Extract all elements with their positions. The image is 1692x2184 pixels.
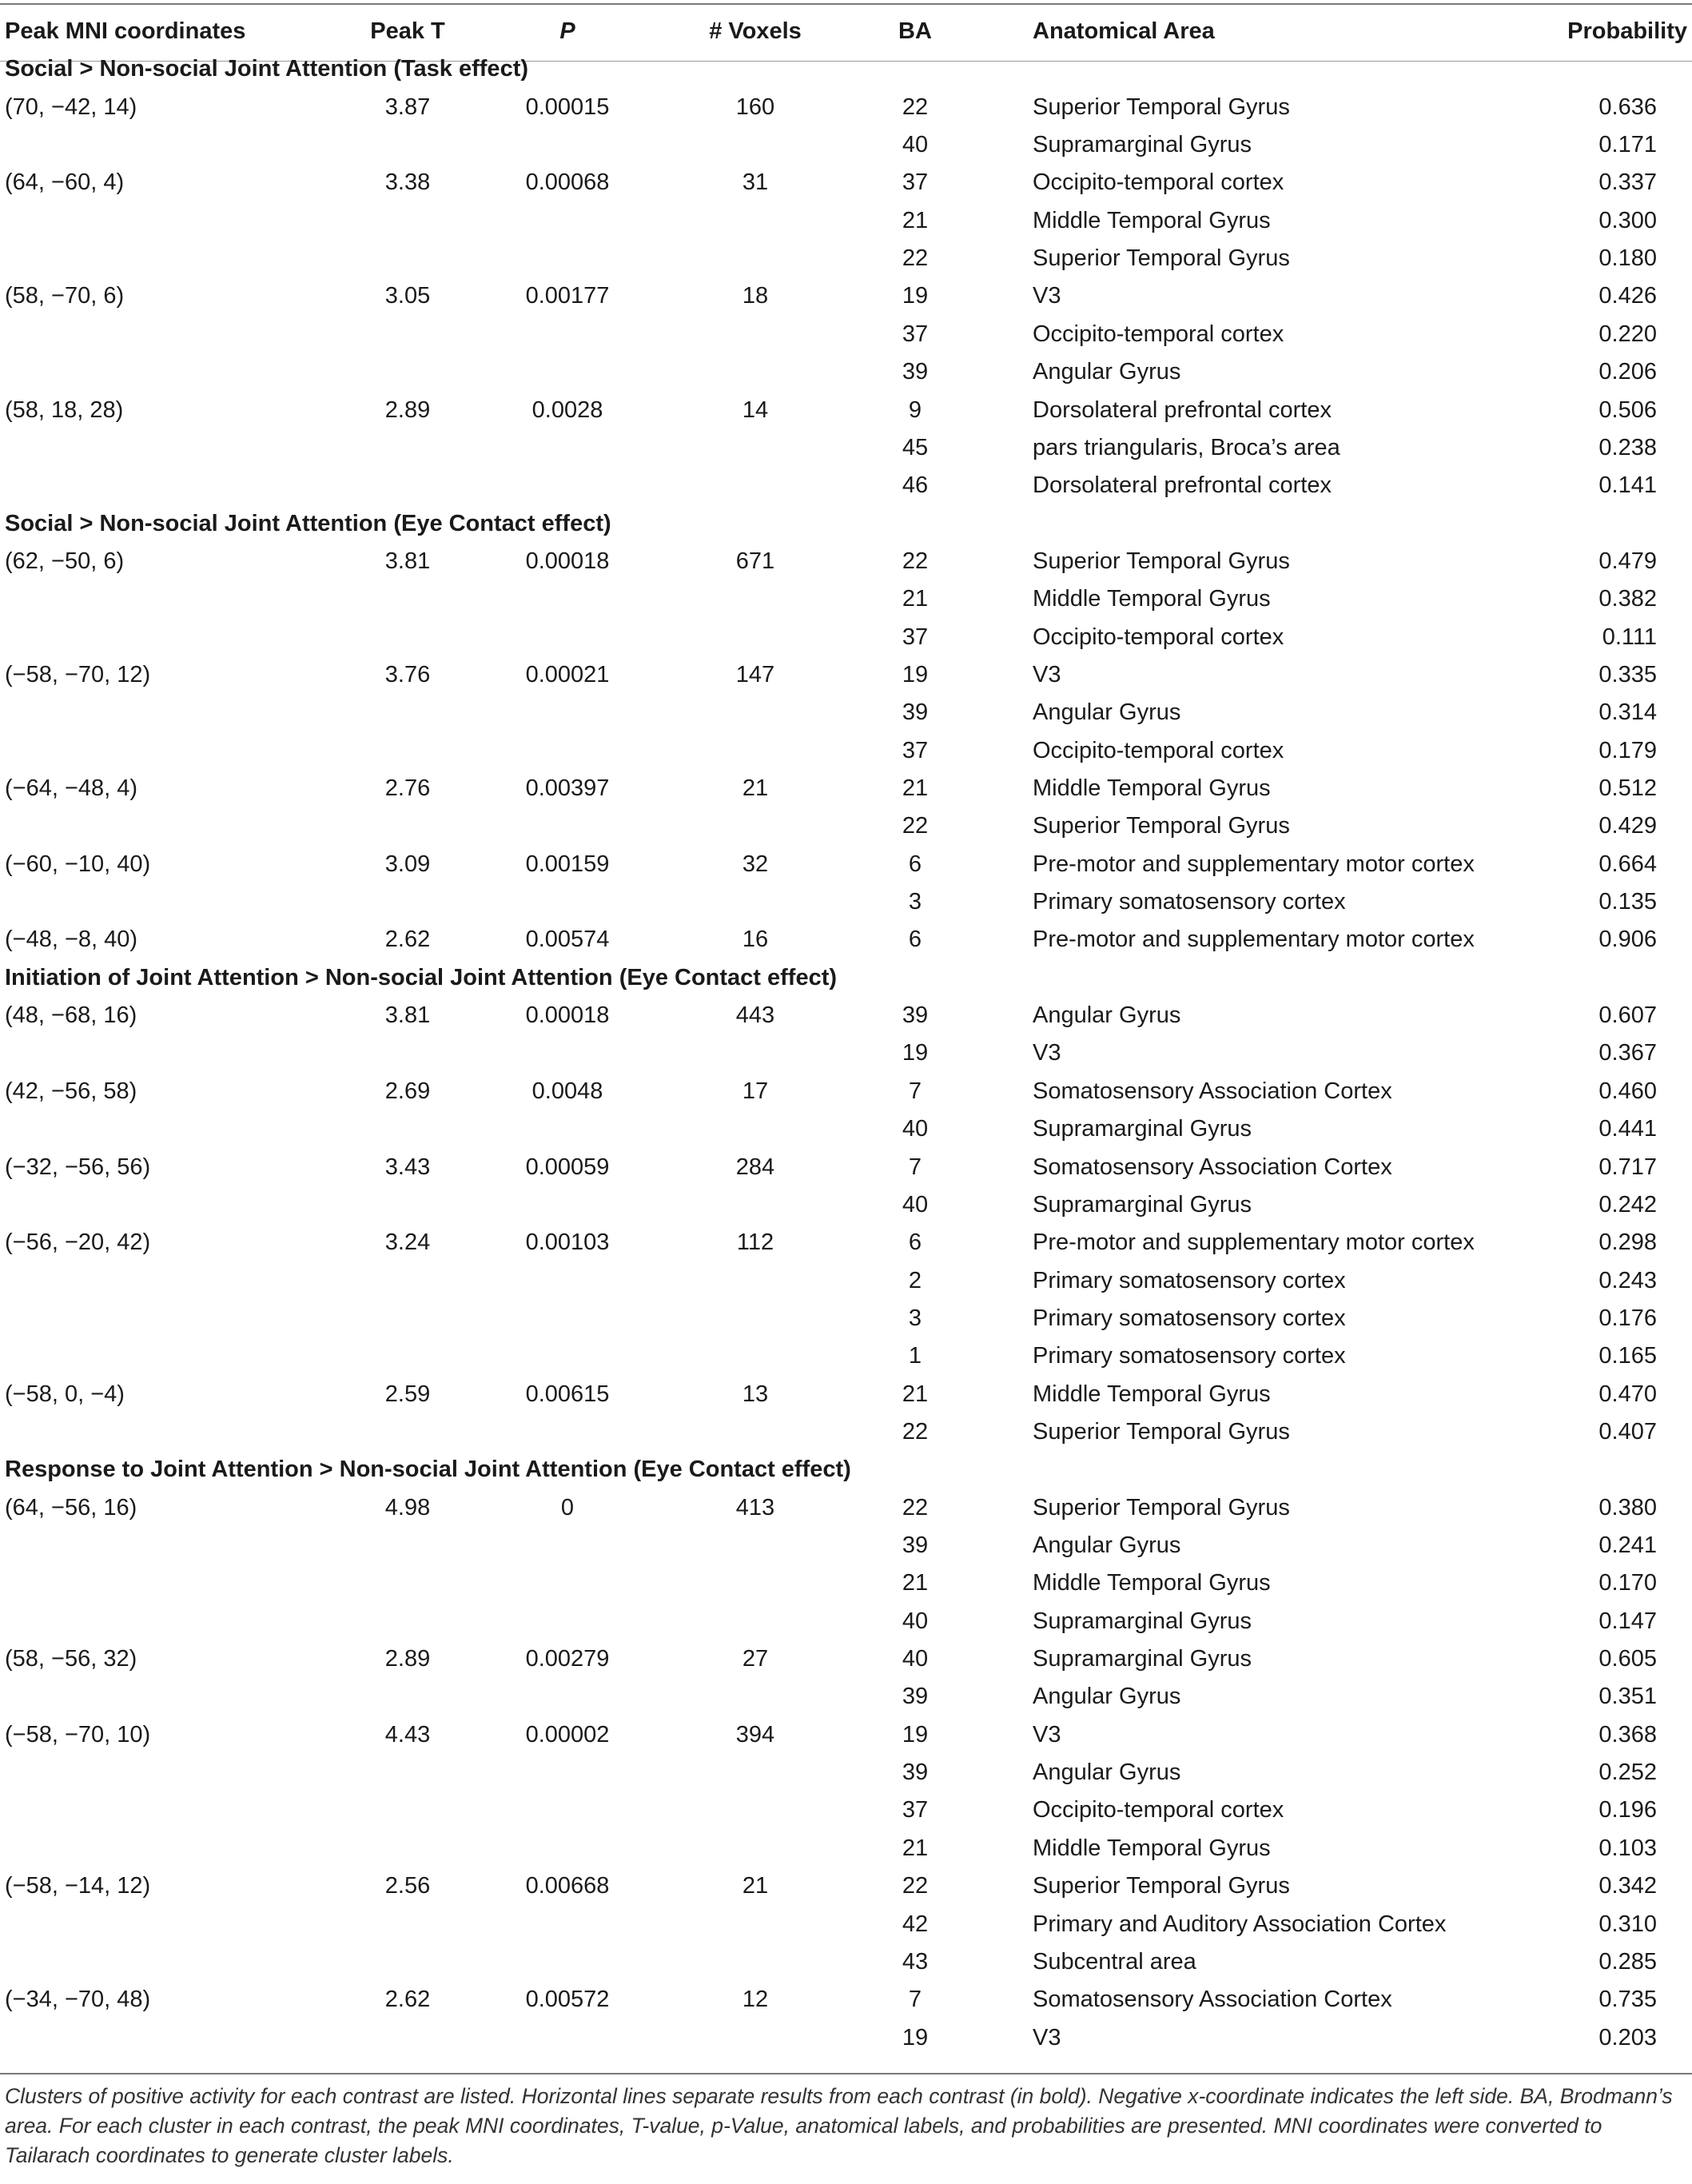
probability-cell: 0.368 xyxy=(1598,1721,1657,1748)
area-cell: Superior Temporal Gyrus xyxy=(1033,94,1290,120)
area-cell: Superior Temporal Gyrus xyxy=(1033,548,1290,574)
header-p: P xyxy=(559,18,575,44)
ba-cell: 22 xyxy=(902,1873,929,1899)
area-cell: Dorsolateral prefrontal cortex xyxy=(1033,472,1332,499)
area-cell: Pre-motor and supplementary motor cortex xyxy=(1033,927,1475,953)
area-cell: Middle Temporal Gyrus xyxy=(1033,207,1271,233)
area-cell: Occipito-temporal cortex xyxy=(1033,169,1284,196)
p-cell: 0.00018 xyxy=(525,1002,610,1029)
section-title: Social > Non-social Joint Attention (Task effect) xyxy=(5,56,529,82)
probability-cell: 0.342 xyxy=(1598,1873,1657,1899)
mni-cell: (58, −70, 6) xyxy=(5,283,125,309)
voxels-cell: 112 xyxy=(736,1229,774,1256)
area-cell: Middle Temporal Gyrus xyxy=(1033,1381,1271,1407)
table-row xyxy=(0,580,1692,618)
mni-cell: (−60, −10, 40) xyxy=(5,851,151,877)
table-row xyxy=(0,1337,1692,1375)
table-row xyxy=(0,1186,1692,1224)
mni-cell: (42, −56, 58) xyxy=(5,1078,137,1104)
area-cell: Primary and Auditory Association Cortex xyxy=(1033,1911,1447,1937)
peak-t-cell: 2.62 xyxy=(384,1987,431,2013)
ba-cell: 22 xyxy=(902,94,929,120)
voxels-cell: 394 xyxy=(735,1721,775,1748)
ba-cell: 1 xyxy=(908,1343,922,1369)
table-row xyxy=(0,1300,1692,1337)
table-row xyxy=(0,1527,1692,1564)
area-cell: Somatosensory Association Cortex xyxy=(1033,1154,1392,1180)
table-row xyxy=(0,997,1692,1034)
p-cell: 0.00018 xyxy=(525,548,610,574)
mni-cell: (−58, 0, −4) xyxy=(5,1381,125,1407)
peak-t-cell: 3.76 xyxy=(384,661,431,687)
ba-cell: 6 xyxy=(908,851,922,877)
table-row xyxy=(0,1224,1692,1261)
section-header xyxy=(0,1451,1692,1489)
area-cell: Superior Temporal Gyrus xyxy=(1033,813,1290,839)
probability-cell: 0.470 xyxy=(1598,1381,1657,1407)
mni-cell: (−58, −14, 12) xyxy=(5,1873,151,1899)
ba-cell: 21 xyxy=(902,207,929,233)
table-row xyxy=(0,277,1692,315)
peak-t-cell: 2.89 xyxy=(384,397,431,423)
table-row xyxy=(0,1716,1692,1754)
header-mni: Peak MNI coordinates xyxy=(5,18,246,44)
ba-cell: 40 xyxy=(902,1116,929,1142)
table-row xyxy=(0,1678,1692,1716)
voxels-cell: 32 xyxy=(742,851,769,877)
mni-cell: (48, −68, 16) xyxy=(5,1002,137,1029)
ba-cell: 40 xyxy=(902,1646,929,1672)
probability-cell: 0.165 xyxy=(1598,1343,1657,1369)
section-title: Initiation of Joint Attention > Non-social Joint Attention (Eye Contact effect) xyxy=(5,964,838,990)
ba-cell: 22 xyxy=(902,813,929,839)
peak-t-cell: 3.81 xyxy=(384,548,431,574)
table-row xyxy=(0,1073,1692,1110)
voxels-cell: 413 xyxy=(735,1494,775,1520)
mni-cell: (−48, −8, 40) xyxy=(5,927,138,953)
ba-cell: 19 xyxy=(902,661,929,687)
area-cell: Occipito-temporal cortex xyxy=(1033,1797,1284,1823)
area-cell: Somatosensory Association Cortex xyxy=(1033,1987,1392,2013)
table-row xyxy=(0,883,1692,921)
mni-cell: (−58, −70, 12) xyxy=(5,661,151,687)
ba-cell: 39 xyxy=(902,699,929,726)
peak-t-cell: 3.09 xyxy=(384,851,431,877)
p-cell: 0.00103 xyxy=(525,1229,610,1256)
probability-cell: 0.135 xyxy=(1598,889,1657,915)
probability-cell: 0.220 xyxy=(1598,321,1657,347)
probability-cell: 0.506 xyxy=(1598,397,1657,423)
probability-cell: 0.300 xyxy=(1598,207,1657,233)
table-row xyxy=(0,1262,1692,1300)
ba-cell: 22 xyxy=(902,1418,929,1445)
header-voxels: # Voxels xyxy=(709,18,802,44)
ba-cell: 39 xyxy=(902,1532,929,1558)
table-row xyxy=(0,1830,1692,1867)
table-header-row xyxy=(0,13,1692,50)
probability-cell: 0.906 xyxy=(1598,927,1657,953)
table-row xyxy=(0,202,1692,240)
table-row xyxy=(0,543,1692,580)
table-row xyxy=(0,1981,1692,2019)
ba-cell: 22 xyxy=(902,1494,929,1520)
probability-cell: 0.441 xyxy=(1598,1116,1657,1142)
area-cell: Supramarginal Gyrus xyxy=(1033,1646,1252,1672)
probability-cell: 0.380 xyxy=(1598,1494,1657,1520)
peak-t-cell: 4.98 xyxy=(384,1494,431,1520)
probability-cell: 0.407 xyxy=(1598,1418,1657,1445)
probability-cell: 0.252 xyxy=(1598,1760,1657,1786)
area-cell: Superior Temporal Gyrus xyxy=(1033,245,1290,272)
mni-cell: (70, −42, 14) xyxy=(5,94,137,120)
area-cell: Angular Gyrus xyxy=(1033,1760,1181,1786)
p-cell: 0.00574 xyxy=(525,927,610,953)
voxels-cell: 284 xyxy=(735,1154,775,1180)
ba-cell: 42 xyxy=(902,1911,929,1937)
p-cell: 0 xyxy=(560,1494,575,1520)
probability-cell: 0.512 xyxy=(1598,775,1657,801)
mni-cell: (−64, −48, 4) xyxy=(5,775,138,801)
probability-cell: 0.285 xyxy=(1598,1948,1657,1975)
peak-t-cell: 3.38 xyxy=(384,169,431,196)
ba-cell: 37 xyxy=(902,321,929,347)
ba-cell: 37 xyxy=(902,1797,929,1823)
ba-cell: 37 xyxy=(902,169,929,196)
ba-cell: 21 xyxy=(902,1835,929,1861)
peak-t-cell: 3.05 xyxy=(384,283,431,309)
ba-cell: 2 xyxy=(908,1267,922,1293)
table-row xyxy=(0,1867,1692,1905)
p-cell: 0.00572 xyxy=(525,1987,610,2013)
ba-cell: 6 xyxy=(908,927,922,953)
probability-cell: 0.141 xyxy=(1598,472,1657,499)
table-row xyxy=(0,1754,1692,1791)
area-cell: Middle Temporal Gyrus xyxy=(1033,775,1271,801)
section-header xyxy=(0,959,1692,997)
table-row xyxy=(0,732,1692,770)
mni-cell: (−58, −70, 10) xyxy=(5,1721,151,1748)
table-row xyxy=(0,1791,1692,1829)
probability-cell: 0.664 xyxy=(1598,851,1657,877)
area-cell: Angular Gyrus xyxy=(1033,1532,1181,1558)
area-cell: Middle Temporal Gyrus xyxy=(1033,1570,1271,1596)
table-row xyxy=(0,1149,1692,1186)
voxels-cell: 671 xyxy=(735,548,775,574)
probability-cell: 0.367 xyxy=(1598,1040,1657,1066)
table-row xyxy=(0,1943,1692,1981)
area-cell: Angular Gyrus xyxy=(1033,359,1181,385)
probability-cell: 0.460 xyxy=(1598,1078,1657,1104)
area-cell: Angular Gyrus xyxy=(1033,699,1181,726)
ba-cell: 37 xyxy=(902,737,929,763)
ba-cell: 19 xyxy=(902,1721,929,1748)
section-header xyxy=(0,50,1692,88)
area-cell: Supramarginal Gyrus xyxy=(1033,1608,1252,1634)
area-cell: Primary somatosensory cortex xyxy=(1033,1267,1346,1293)
mni-cell: (64, −56, 16) xyxy=(5,1494,137,1520)
probability-cell: 0.170 xyxy=(1598,1570,1657,1596)
ba-cell: 21 xyxy=(902,775,929,801)
table-row xyxy=(0,770,1692,807)
voxels-cell: 21 xyxy=(742,1873,769,1899)
area-cell: Dorsolateral prefrontal cortex xyxy=(1033,397,1332,423)
voxels-cell: 160 xyxy=(735,94,775,120)
table-row xyxy=(0,1489,1692,1527)
table-row xyxy=(0,619,1692,656)
peak-t-cell: 2.76 xyxy=(384,775,431,801)
ba-cell: 19 xyxy=(902,2024,929,2050)
probability-cell: 0.717 xyxy=(1598,1154,1657,1180)
probability-cell: 0.426 xyxy=(1598,283,1657,309)
peak-t-cell: 2.69 xyxy=(384,1078,431,1104)
peak-t-cell: 3.87 xyxy=(384,94,431,120)
voxels-cell: 12 xyxy=(742,1987,769,2013)
ba-cell: 3 xyxy=(908,889,922,915)
mni-cell: (58, −56, 32) xyxy=(5,1646,137,1672)
peak-t-cell: 2.59 xyxy=(384,1381,431,1407)
ba-cell: 7 xyxy=(908,1078,922,1104)
probability-cell: 0.337 xyxy=(1598,169,1657,196)
table-row xyxy=(0,126,1692,164)
probability-cell: 0.103 xyxy=(1598,1835,1657,1861)
ba-cell: 19 xyxy=(902,283,929,309)
area-cell: Occipito-temporal cortex xyxy=(1033,321,1284,347)
table-row xyxy=(0,694,1692,731)
p-cell: 0.00615 xyxy=(525,1381,610,1407)
table-row xyxy=(0,392,1692,429)
table-row xyxy=(0,353,1692,391)
ba-cell: 21 xyxy=(902,1381,929,1407)
area-cell: Supramarginal Gyrus xyxy=(1033,1191,1252,1218)
probability-cell: 0.479 xyxy=(1598,548,1657,574)
area-cell: Somatosensory Association Cortex xyxy=(1033,1078,1392,1104)
area-cell: Middle Temporal Gyrus xyxy=(1033,586,1271,612)
table-row xyxy=(0,807,1692,845)
probability-cell: 0.243 xyxy=(1598,1267,1657,1293)
area-cell: Primary somatosensory cortex xyxy=(1033,889,1346,915)
area-cell: Supramarginal Gyrus xyxy=(1033,132,1252,158)
area-cell: Middle Temporal Gyrus xyxy=(1033,1835,1271,1861)
probability-cell: 0.196 xyxy=(1598,1797,1657,1823)
table-row xyxy=(0,2019,1692,2057)
area-cell: Pre-motor and supplementary motor cortex xyxy=(1033,1229,1475,1256)
peak-t-cell: 2.89 xyxy=(384,1646,431,1672)
p-cell: 0.00668 xyxy=(525,1873,610,1899)
area-cell: Primary somatosensory cortex xyxy=(1033,1343,1346,1369)
table-row xyxy=(0,240,1692,277)
mni-cell: (−32, −56, 56) xyxy=(5,1154,151,1180)
voxels-cell: 443 xyxy=(735,1002,775,1029)
probability-cell: 0.206 xyxy=(1598,359,1657,385)
voxels-cell: 147 xyxy=(735,661,775,687)
probability-cell: 0.238 xyxy=(1598,434,1657,460)
header-peak-t: Peak T xyxy=(370,18,445,44)
header-ba: BA xyxy=(898,18,932,44)
table-row xyxy=(0,429,1692,467)
probability-cell: 0.242 xyxy=(1598,1191,1657,1218)
probability-cell: 0.429 xyxy=(1598,813,1657,839)
ba-cell: 40 xyxy=(902,1608,929,1634)
area-cell: V3 xyxy=(1033,283,1061,309)
table-row xyxy=(0,164,1692,201)
ba-cell: 6 xyxy=(908,1229,922,1256)
ba-cell: 21 xyxy=(902,586,929,612)
table-footnote: Clusters of positive activity for each contrast are listed. Horizontal lines separate results from each contrast (in bold). Negative x-coordinate indicates the left side. BA, Brodmann’s area. For each cluster in each contrast, the peak MNI coordinates, T-value, p-Value, anatomical labels, and probabilities are presented. MNI coordinates were converted to Tailarach coordinates to generate cluster labels. xyxy=(5,2084,1673,2167)
probability-cell: 0.171 xyxy=(1598,132,1657,158)
table-row xyxy=(0,1413,1692,1451)
voxels-cell: 31 xyxy=(742,169,769,196)
area-cell: V3 xyxy=(1033,2024,1061,2050)
table-row xyxy=(0,467,1692,504)
table-row xyxy=(0,316,1692,353)
table-row xyxy=(0,89,1692,126)
probability-cell: 0.310 xyxy=(1598,1911,1657,1937)
area-cell: Angular Gyrus xyxy=(1033,1684,1181,1710)
area-cell: V3 xyxy=(1033,661,1061,687)
probability-cell: 0.176 xyxy=(1598,1305,1657,1331)
ba-cell: 3 xyxy=(908,1305,922,1331)
area-cell: Supramarginal Gyrus xyxy=(1033,1116,1252,1142)
ba-cell: 19 xyxy=(902,1040,929,1066)
mni-cell: (−56, −20, 42) xyxy=(5,1229,151,1256)
ba-cell: 7 xyxy=(908,1987,922,2013)
ba-cell: 39 xyxy=(902,1684,929,1710)
voxels-cell: 27 xyxy=(742,1646,769,1672)
ba-cell: 39 xyxy=(902,359,929,385)
table-row xyxy=(0,1110,1692,1148)
probability-cell: 0.351 xyxy=(1598,1684,1657,1710)
area-cell: V3 xyxy=(1033,1040,1061,1066)
peak-t-cell: 3.43 xyxy=(384,1154,431,1180)
probability-cell: 0.241 xyxy=(1598,1532,1657,1558)
table-row xyxy=(0,1603,1692,1640)
p-cell: 0.00397 xyxy=(525,775,610,801)
area-cell: Primary somatosensory cortex xyxy=(1033,1305,1346,1331)
ba-cell: 39 xyxy=(902,1002,929,1029)
probability-cell: 0.111 xyxy=(1602,624,1657,650)
section-header xyxy=(0,505,1692,543)
peak-t-cell: 2.62 xyxy=(384,927,431,953)
header-area: Anatomical Area xyxy=(1033,18,1215,44)
peak-t-cell: 3.24 xyxy=(384,1229,431,1256)
mni-cell: (58, 18, 28) xyxy=(5,397,124,423)
ba-cell: 43 xyxy=(902,1948,929,1975)
table-row xyxy=(0,656,1692,694)
p-cell: 0.00068 xyxy=(525,169,610,196)
p-cell: 0.00021 xyxy=(525,661,610,687)
peak-t-cell: 4.43 xyxy=(384,1721,431,1748)
voxels-cell: 17 xyxy=(742,1078,769,1104)
ba-cell: 40 xyxy=(902,1191,929,1218)
header-probability: Probability xyxy=(1567,18,1687,44)
probability-cell: 0.298 xyxy=(1598,1229,1657,1256)
p-cell: 0.00177 xyxy=(525,283,610,309)
p-cell: 0.00279 xyxy=(525,1646,610,1672)
ba-cell: 45 xyxy=(902,434,929,460)
ba-cell: 22 xyxy=(902,245,929,272)
peak-t-cell: 2.56 xyxy=(384,1873,431,1899)
table-row xyxy=(0,1376,1692,1413)
ba-cell: 39 xyxy=(902,1760,929,1786)
voxels-cell: 13 xyxy=(742,1381,769,1407)
section-title: Social > Non-social Joint Attention (Eye Contact effect) xyxy=(5,510,611,536)
table-row xyxy=(0,1640,1692,1678)
probability-cell: 0.179 xyxy=(1598,737,1657,763)
peak-t-cell: 3.81 xyxy=(384,1002,431,1029)
p-cell: 0.0028 xyxy=(531,397,603,423)
probability-cell: 0.203 xyxy=(1598,2024,1657,2050)
probability-cell: 0.314 xyxy=(1598,699,1657,726)
probability-cell: 0.335 xyxy=(1598,661,1657,687)
mni-cell: (62, −50, 6) xyxy=(5,548,125,574)
table-row xyxy=(0,1564,1692,1602)
mni-cell: (64, −60, 4) xyxy=(5,169,125,196)
mni-cell: (−34, −70, 48) xyxy=(5,1987,151,2013)
area-cell: Occipito-temporal cortex xyxy=(1033,624,1284,650)
probability-cell: 0.735 xyxy=(1598,1987,1657,2013)
probability-cell: 0.607 xyxy=(1598,1002,1657,1029)
ba-cell: 22 xyxy=(902,548,929,574)
probability-cell: 0.180 xyxy=(1598,245,1657,272)
probability-cell: 0.147 xyxy=(1598,1608,1657,1634)
table-bottom-rule xyxy=(0,2073,1692,2074)
probability-cell: 0.382 xyxy=(1598,586,1657,612)
probability-cell: 0.636 xyxy=(1598,94,1657,120)
table-row xyxy=(0,1034,1692,1072)
voxels-cell: 14 xyxy=(742,397,769,423)
probability-cell: 0.605 xyxy=(1598,1646,1657,1672)
area-cell: Subcentral area xyxy=(1033,1948,1196,1975)
p-cell: 0.00059 xyxy=(525,1154,610,1180)
ba-cell: 21 xyxy=(902,1570,929,1596)
area-cell: Pre-motor and supplementary motor cortex xyxy=(1033,851,1475,877)
ba-cell: 46 xyxy=(902,472,929,499)
area-cell: V3 xyxy=(1033,1721,1061,1748)
table-top-rule xyxy=(0,3,1692,5)
section-title: Response to Joint Attention > Non-social Joint Attention (Eye Contact effect) xyxy=(5,1457,851,1483)
area-cell: pars triangularis, Broca’s area xyxy=(1033,434,1340,460)
ba-cell: 9 xyxy=(908,397,922,423)
table-row xyxy=(0,921,1692,958)
area-cell: Superior Temporal Gyrus xyxy=(1033,1494,1290,1520)
table-row xyxy=(0,1906,1692,1943)
ba-cell: 40 xyxy=(902,132,929,158)
area-cell: Angular Gyrus xyxy=(1033,1002,1181,1029)
p-cell: 0.00002 xyxy=(525,1721,610,1748)
voxels-cell: 18 xyxy=(742,283,769,309)
voxels-cell: 21 xyxy=(742,775,769,801)
voxels-cell: 16 xyxy=(742,927,769,953)
ba-cell: 7 xyxy=(908,1154,922,1180)
p-cell: 0.00015 xyxy=(525,94,610,120)
p-cell: 0.00159 xyxy=(525,851,610,877)
table-row xyxy=(0,846,1692,883)
area-cell: Occipito-temporal cortex xyxy=(1033,737,1284,763)
area-cell: Superior Temporal Gyrus xyxy=(1033,1418,1290,1445)
area-cell: Superior Temporal Gyrus xyxy=(1033,1873,1290,1899)
p-cell: 0.0048 xyxy=(531,1078,603,1104)
ba-cell: 37 xyxy=(902,624,929,650)
